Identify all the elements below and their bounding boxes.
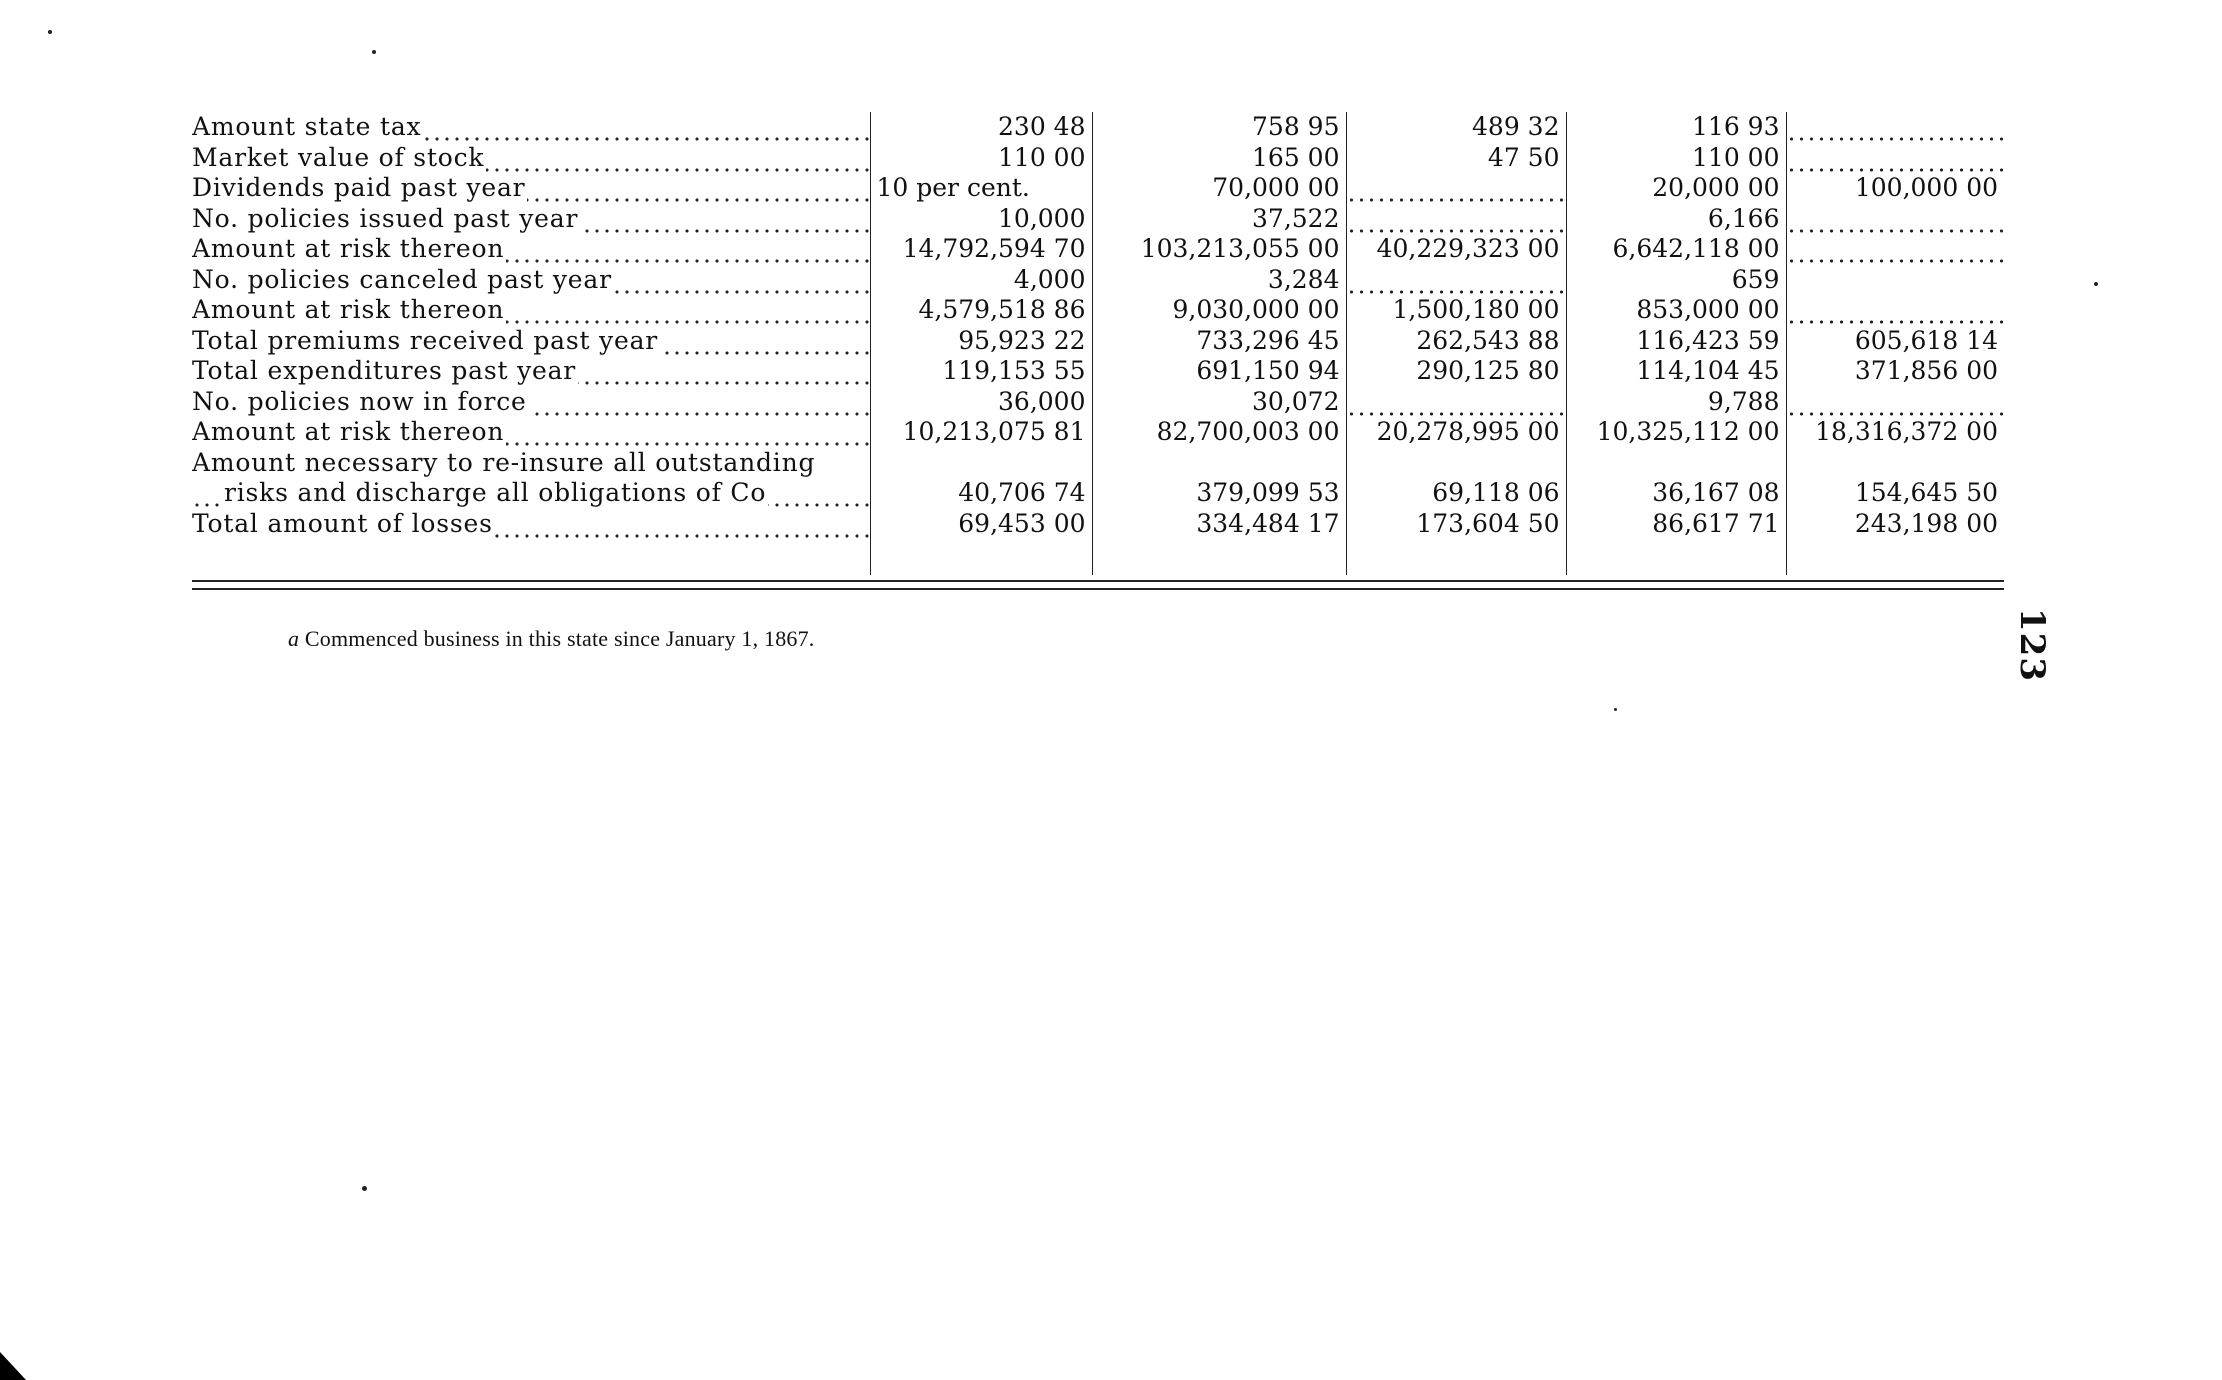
- cell-col3: 69,118 06: [1346, 478, 1566, 509]
- cell-col3: 262,543 88: [1346, 326, 1566, 357]
- cell-col3: 489 32: [1346, 112, 1566, 143]
- row-label: Total expenditures past year: [192, 356, 870, 387]
- row-label: No. policies now in force: [192, 387, 870, 418]
- cell-col4: 10,325,112 00: [1566, 417, 1786, 448]
- cell-col5: 371,856 00: [1786, 356, 2004, 387]
- row-label: Amount at risk thereon: [192, 417, 870, 448]
- row-label-line1: Amount necessary to re-insure all outstanding: [192, 447, 816, 477]
- print-speck: [372, 50, 376, 54]
- cell-col2: 37,522: [1092, 204, 1346, 235]
- cell-col4: 36,167 08: [1566, 478, 1786, 509]
- cell-col2: 3,284: [1092, 265, 1346, 296]
- cell-col4: 9,788: [1566, 387, 1786, 418]
- cell-col3: 20,278,995 00: [1346, 417, 1566, 448]
- table-row: [192, 326, 2004, 357]
- cell-col1: 230 48: [870, 112, 1092, 143]
- row-label: Amount at risk thereon: [192, 295, 870, 326]
- cell-col1: 40,706 74: [870, 478, 1092, 509]
- cell-col2: 758 95: [1092, 112, 1346, 143]
- cell-col2: 334,484 17: [1092, 509, 1346, 540]
- table-row-reinsure-heading: [192, 448, 2004, 479]
- cell-col1: 14,792,594 70: [870, 234, 1092, 265]
- table-body: [192, 112, 2004, 575]
- cell-col3: 47 50: [1346, 143, 1566, 174]
- cell-col4: 659: [1566, 265, 1786, 296]
- table-row: [192, 295, 2004, 326]
- cell-col4: 116 93: [1566, 112, 1786, 143]
- row-label: No. policies issued past year: [192, 204, 870, 235]
- cell-col5: [1786, 112, 2004, 143]
- cell-col4: 110 00: [1566, 143, 1786, 174]
- cell-col3: 290,125 80: [1346, 356, 1566, 387]
- table-row: [192, 143, 2004, 174]
- cell-col5: [1786, 234, 2004, 265]
- cell-col1: 10,000: [870, 204, 1092, 235]
- row-label: Dividends paid past year: [192, 173, 870, 204]
- cell-col5: [1786, 265, 2004, 296]
- row-label-line2: risks and discharge all obligations of Co: [192, 478, 870, 509]
- cell-col2: 70,000 00: [1092, 173, 1346, 204]
- cell-col3: 40,229,323 00: [1346, 234, 1566, 265]
- cell-col4: 20,000 00: [1566, 173, 1786, 204]
- cell-col5: 18,316,372 00: [1786, 417, 2004, 448]
- cell-col5: 243,198 00: [1786, 509, 2004, 540]
- table-row: [192, 265, 2004, 296]
- cell-col2: 82,700,003 00: [1092, 417, 1346, 448]
- footnote: [288, 626, 815, 652]
- cell-col1: 4,579,518 86: [870, 295, 1092, 326]
- table-row: [192, 356, 2004, 387]
- table-row-losses: [192, 509, 2004, 540]
- table-row: [192, 417, 2004, 448]
- cell-col3: [1346, 173, 1566, 204]
- cell-col1: 69,453 00: [870, 509, 1092, 540]
- table-row: [192, 204, 2004, 235]
- cell-col2: 165 00: [1092, 143, 1346, 174]
- table-row: [192, 112, 2004, 143]
- cell-col5: [1786, 295, 2004, 326]
- row-label: Market value of stock: [192, 143, 870, 174]
- cell-col3: 1,500,180 00: [1346, 295, 1566, 326]
- cell-col3: [1346, 265, 1566, 296]
- cell-col2: 30,072: [1092, 387, 1346, 418]
- cell-col1: 10,213,075 81: [870, 417, 1092, 448]
- row-label: Total premiums received past year: [192, 326, 870, 357]
- cell-col2: 103,213,055 00: [1092, 234, 1346, 265]
- cell-col1: 95,923 22: [870, 326, 1092, 357]
- cell-col5: [1786, 387, 2004, 418]
- print-speck: [1614, 708, 1617, 711]
- insurance-statistics-table: [192, 112, 2004, 575]
- corner-mark: [0, 1352, 26, 1380]
- table-row-reinsure: [192, 478, 2004, 509]
- cell-col3: [1346, 204, 1566, 235]
- cell-col1: 36,000: [870, 387, 1092, 418]
- cell-col3: [1346, 387, 1566, 418]
- table-row: [192, 387, 2004, 418]
- print-speck: [48, 30, 52, 34]
- cell-col5: [1786, 143, 2004, 174]
- cell-col2: 379,099 53: [1092, 478, 1346, 509]
- cell-col5: 154,645 50: [1786, 478, 2004, 509]
- print-speck: [362, 1186, 367, 1191]
- print-speck: [2094, 282, 2098, 286]
- cell-col5: [1786, 204, 2004, 235]
- cell-col1: 110 00: [870, 143, 1092, 174]
- cell-col1: 119,153 55: [870, 356, 1092, 387]
- table-bottom-rule-double: [192, 588, 2004, 590]
- table-bottom-rule: [192, 580, 2004, 582]
- cell-col5: 605,618 14: [1786, 326, 2004, 357]
- table-row: [192, 234, 2004, 265]
- page-number: 123: [2012, 608, 2052, 682]
- cell-col1: 10 per cent.: [870, 173, 1092, 204]
- cell-col5: 100,000 00: [1786, 173, 2004, 204]
- cell-col4: 853,000 00: [1566, 295, 1786, 326]
- cell-col4: 114,104 45: [1566, 356, 1786, 387]
- cell-col3: 173,604 50: [1346, 509, 1566, 540]
- cell-col4: 86,617 71: [1566, 509, 1786, 540]
- row-label: No. policies canceled past year: [192, 265, 870, 296]
- footnote-mark: a: [288, 626, 300, 651]
- row-label: Amount at risk thereon: [192, 234, 870, 265]
- cell-col4: 116,423 59: [1566, 326, 1786, 357]
- cell-col2: 691,150 94: [1092, 356, 1346, 387]
- footnote-text: Commenced business in this state since January 1, 1867.: [304, 626, 815, 651]
- cell-col2: 733,296 45: [1092, 326, 1346, 357]
- cell-col2: 9,030,000 00: [1092, 295, 1346, 326]
- row-label: Amount state tax: [192, 112, 870, 143]
- table-bottom-spacer: [192, 539, 2004, 575]
- cell-col4: 6,642,118 00: [1566, 234, 1786, 265]
- row-label: Total amount of losses: [192, 509, 870, 540]
- table-row: [192, 173, 2004, 204]
- cell-col4: 6,166: [1566, 204, 1786, 235]
- cell-col1: 4,000: [870, 265, 1092, 296]
